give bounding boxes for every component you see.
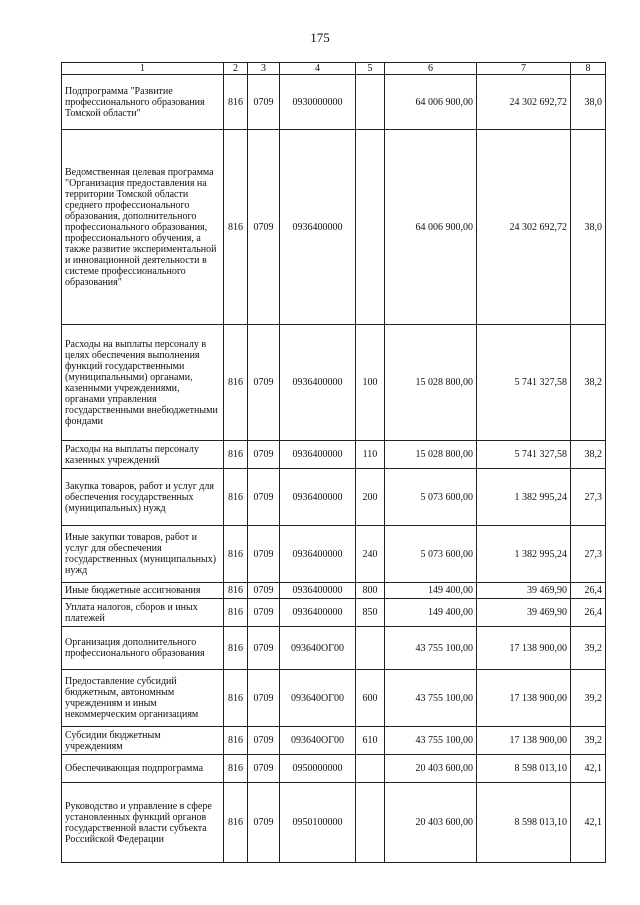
- row-ministry-code: 816: [224, 469, 248, 526]
- row-ministry-code: 816: [224, 599, 248, 627]
- table-row: [62, 441, 606, 469]
- row-actual-amount: 39 469,90: [477, 599, 571, 627]
- row-planned-amount: 149 400,00: [385, 583, 477, 599]
- row-expense-type: 200: [356, 469, 385, 526]
- page-number: 175: [310, 30, 330, 45]
- row-target-code: 0936400000: [280, 130, 356, 325]
- table-row: [62, 599, 606, 627]
- row-ministry-code: 816: [224, 526, 248, 583]
- row-actual-amount: 1 382 995,24: [477, 469, 571, 526]
- row-expense-type: 240: [356, 526, 385, 583]
- row-expense-type: [356, 130, 385, 325]
- row-target-code: 093640ОГ00: [280, 627, 356, 670]
- row-target-code: 0936400000: [280, 599, 356, 627]
- row-actual-amount: 39 469,90: [477, 583, 571, 599]
- row-target-code: 0950000000: [280, 755, 356, 783]
- row-name: Руководство и управление в сфере установленных функций органов государственной власти субъекта Российской Федерации: [62, 783, 224, 863]
- row-section-code: 0709: [248, 325, 280, 441]
- row-planned-amount: 43 755 100,00: [385, 627, 477, 670]
- row-expense-type: [356, 627, 385, 670]
- row-section-code: 0709: [248, 75, 280, 130]
- header-cell: 7: [477, 63, 571, 75]
- row-section-code: 0709: [248, 130, 280, 325]
- row-percent: 39,2: [571, 627, 606, 670]
- row-name: Субсидии бюджетным учреждениям: [62, 727, 224, 755]
- row-name: Расходы на выплаты персоналу в целях обеспечения выполнения функций государственными (муниципальными) органами, казенными учреждениями, органами управления государственными внебюджетными фондами: [62, 325, 224, 441]
- budget-table: [61, 62, 606, 863]
- row-planned-amount: 15 028 800,00: [385, 441, 477, 469]
- row-actual-amount: 5 741 327,58: [477, 325, 571, 441]
- row-actual-amount: 17 138 900,00: [477, 670, 571, 727]
- row-actual-amount: 24 302 692,72: [477, 130, 571, 325]
- table-row: [62, 783, 606, 863]
- row-name: Иные бюджетные ассигнования: [62, 583, 224, 599]
- row-name: Закупка товаров, работ и услуг для обеспечения государственных (муниципальных) нужд: [62, 469, 224, 526]
- row-actual-amount: 1 382 995,24: [477, 526, 571, 583]
- row-planned-amount: 20 403 600,00: [385, 783, 477, 863]
- row-ministry-code: 816: [224, 783, 248, 863]
- row-name: Подпрограмма "Развитие профессионального образования Томской области": [62, 75, 224, 130]
- row-percent: 27,3: [571, 469, 606, 526]
- header-cell: 8: [571, 63, 606, 75]
- row-target-code: 093640ОГ00: [280, 727, 356, 755]
- row-expense-type: 100: [356, 325, 385, 441]
- row-section-code: 0709: [248, 627, 280, 670]
- table-row: [62, 75, 606, 130]
- row-target-code: 0936400000: [280, 441, 356, 469]
- row-percent: 27,3: [571, 526, 606, 583]
- row-actual-amount: 24 302 692,72: [477, 75, 571, 130]
- row-expense-type: [356, 75, 385, 130]
- table-row: [62, 755, 606, 783]
- table-row: [62, 130, 606, 325]
- row-section-code: 0709: [248, 526, 280, 583]
- row-expense-type: 850: [356, 599, 385, 627]
- row-planned-amount: 64 006 900,00: [385, 130, 477, 325]
- table-row: [62, 469, 606, 526]
- row-section-code: 0709: [248, 583, 280, 599]
- table-row: [62, 325, 606, 441]
- table-row: [62, 583, 606, 599]
- row-actual-amount: 5 741 327,58: [477, 441, 571, 469]
- row-target-code: 0930000000: [280, 75, 356, 130]
- row-actual-amount: 8 598 013,10: [477, 783, 571, 863]
- row-actual-amount: 8 598 013,10: [477, 755, 571, 783]
- row-ministry-code: 816: [224, 441, 248, 469]
- row-percent: 38,2: [571, 441, 606, 469]
- row-section-code: 0709: [248, 441, 280, 469]
- row-planned-amount: 43 755 100,00: [385, 670, 477, 727]
- row-planned-amount: 20 403 600,00: [385, 755, 477, 783]
- header-cell: 5: [356, 63, 385, 75]
- row-expense-type: 600: [356, 670, 385, 727]
- row-section-code: 0709: [248, 670, 280, 727]
- row-target-code: 093640ОГ00: [280, 670, 356, 727]
- row-expense-type: 800: [356, 583, 385, 599]
- row-name: Ведомственная целевая программа "Организация предоставления на территории Томской области среднего профессионального образования, дополнительного профессионального образования, профессионального обучения, а также развитие экспериментальной и инновационной деятельности в системе профессионального образования": [62, 130, 224, 325]
- row-expense-type: [356, 783, 385, 863]
- row-section-code: 0709: [248, 469, 280, 526]
- row-percent: 38,0: [571, 130, 606, 325]
- row-actual-amount: 17 138 900,00: [477, 627, 571, 670]
- table-row: [62, 727, 606, 755]
- table-row: [62, 670, 606, 727]
- row-ministry-code: 816: [224, 627, 248, 670]
- row-ministry-code: 816: [224, 583, 248, 599]
- row-percent: 39,2: [571, 670, 606, 727]
- row-planned-amount: 15 028 800,00: [385, 325, 477, 441]
- row-ministry-code: 816: [224, 670, 248, 727]
- row-ministry-code: 816: [224, 727, 248, 755]
- row-section-code: 0709: [248, 783, 280, 863]
- row-ministry-code: 816: [224, 325, 248, 441]
- row-name: Уплата налогов, сборов и иных платежей: [62, 599, 224, 627]
- row-percent: 38,2: [571, 325, 606, 441]
- table-row: [62, 526, 606, 583]
- row-planned-amount: 43 755 100,00: [385, 727, 477, 755]
- row-section-code: 0709: [248, 599, 280, 627]
- header-cell: 6: [385, 63, 477, 75]
- header-cell: 3: [248, 63, 280, 75]
- row-target-code: 0936400000: [280, 469, 356, 526]
- row-percent: 26,4: [571, 583, 606, 599]
- row-name: Обеспечивающая подпрограмма: [62, 755, 224, 783]
- row-percent: 42,1: [571, 783, 606, 863]
- row-percent: 39,2: [571, 727, 606, 755]
- row-target-code: 0936400000: [280, 526, 356, 583]
- row-target-code: 0936400000: [280, 583, 356, 599]
- row-section-code: 0709: [248, 727, 280, 755]
- header-row: [62, 63, 606, 75]
- row-name: Иные закупки товаров, работ и услуг для обеспечения государственных (муниципальных) нужд: [62, 526, 224, 583]
- row-actual-amount: 17 138 900,00: [477, 727, 571, 755]
- header-cell: 2: [224, 63, 248, 75]
- row-planned-amount: 64 006 900,00: [385, 75, 477, 130]
- row-name: Организация дополнительного профессионального образования: [62, 627, 224, 670]
- row-target-code: 0936400000: [280, 325, 356, 441]
- row-percent: 26,4: [571, 599, 606, 627]
- header-cell: 4: [280, 63, 356, 75]
- row-ministry-code: 816: [224, 755, 248, 783]
- header-cell: 1: [62, 63, 224, 75]
- row-name: Предоставление субсидий бюджетным, автономным учреждениям и иным некоммерческим организациям: [62, 670, 224, 727]
- row-percent: 42,1: [571, 755, 606, 783]
- row-planned-amount: 149 400,00: [385, 599, 477, 627]
- row-ministry-code: 816: [224, 130, 248, 325]
- row-planned-amount: 5 073 600,00: [385, 469, 477, 526]
- row-expense-type: [356, 755, 385, 783]
- row-planned-amount: 5 073 600,00: [385, 526, 477, 583]
- row-section-code: 0709: [248, 755, 280, 783]
- row-target-code: 0950100000: [280, 783, 356, 863]
- row-percent: 38,0: [571, 75, 606, 130]
- row-name: Расходы на выплаты персоналу казенных учреждений: [62, 441, 224, 469]
- row-ministry-code: 816: [224, 75, 248, 130]
- table-row: [62, 627, 606, 670]
- row-expense-type: 110: [356, 441, 385, 469]
- row-expense-type: 610: [356, 727, 385, 755]
